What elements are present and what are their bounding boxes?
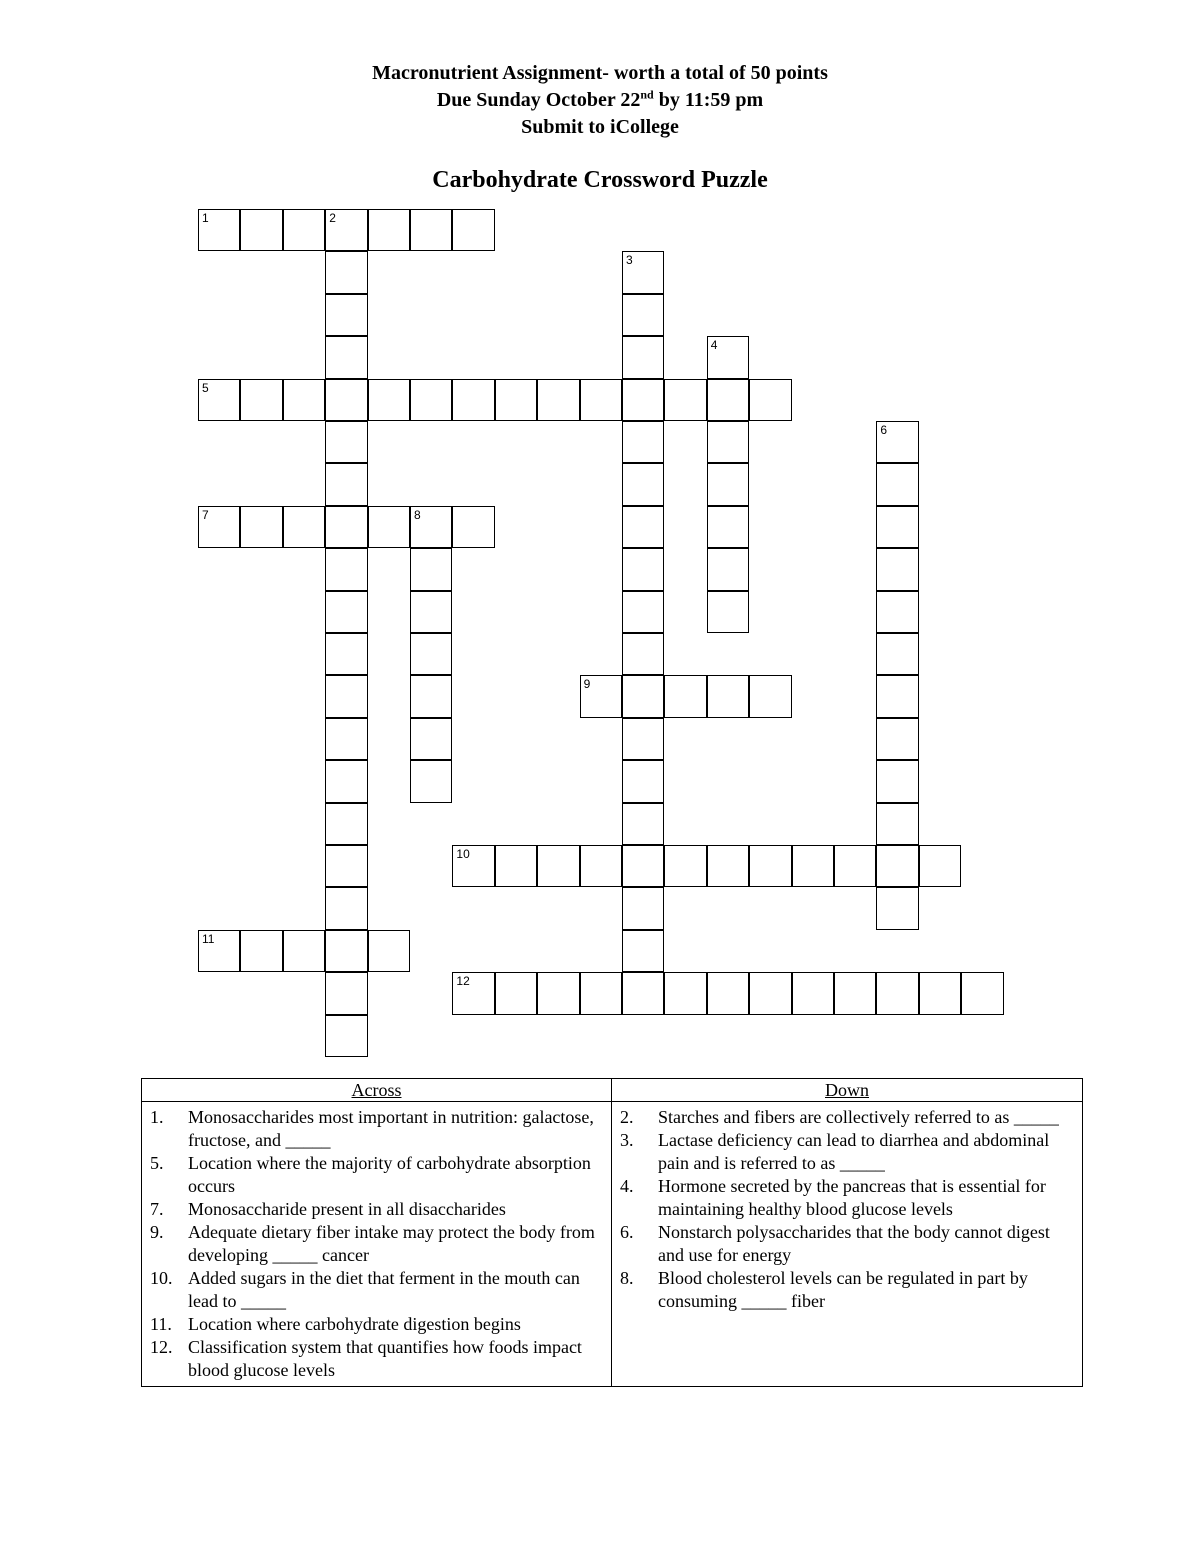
crossword-cell[interactable] bbox=[707, 591, 749, 633]
crossword-cell[interactable] bbox=[622, 251, 664, 293]
crossword-cell[interactable] bbox=[876, 845, 918, 887]
down-clues bbox=[612, 1102, 1083, 1387]
crossword-cell[interactable] bbox=[622, 760, 664, 802]
crossword-cell[interactable] bbox=[876, 675, 918, 717]
crossword-cell[interactable] bbox=[325, 379, 367, 421]
crossword-cell[interactable] bbox=[240, 930, 282, 972]
crossword-cell[interactable] bbox=[622, 463, 664, 505]
clue-number: 5 bbox=[202, 380, 209, 395]
crossword-cell[interactable] bbox=[452, 845, 494, 887]
clue-number: 11 bbox=[202, 931, 215, 946]
crossword-cell[interactable] bbox=[749, 675, 791, 717]
crossword-cell[interactable] bbox=[876, 718, 918, 760]
across-header: Across bbox=[142, 1079, 612, 1102]
crossword-cell[interactable] bbox=[622, 633, 664, 675]
crossword-cell[interactable] bbox=[876, 803, 918, 845]
crossword-cell[interactable] bbox=[664, 675, 706, 717]
crossword-cell[interactable] bbox=[325, 336, 367, 378]
crossword-cell[interactable] bbox=[707, 336, 749, 378]
crossword-cell[interactable] bbox=[622, 972, 664, 1014]
crossword-cell[interactable] bbox=[664, 845, 706, 887]
crossword-cell[interactable] bbox=[707, 506, 749, 548]
crossword-cell[interactable] bbox=[283, 506, 325, 548]
crossword-cell[interactable] bbox=[410, 506, 452, 548]
crossword-cell[interactable] bbox=[664, 972, 706, 1014]
crossword-cell[interactable] bbox=[664, 379, 706, 421]
clue-number: 3 bbox=[626, 253, 633, 268]
crossword-cell[interactable] bbox=[283, 930, 325, 972]
crossword-cell[interactable] bbox=[410, 591, 452, 633]
crossword-cell[interactable] bbox=[410, 209, 452, 251]
clue-number: 9 bbox=[583, 677, 591, 692]
clue-down: 4. Hormone secreted by the pancreas that is essential for maintaining healthy blood glucose levels bbox=[620, 1176, 1046, 1219]
crossword-cell[interactable] bbox=[325, 591, 367, 633]
clue-down: 6. Nonstarch polysaccharides that the body cannot digest and use for energy bbox=[620, 1222, 1050, 1265]
clue-number: 10 bbox=[456, 847, 470, 861]
crossword-cell[interactable] bbox=[792, 845, 834, 887]
due-time-text: by 11:59 pm bbox=[653, 89, 764, 111]
crossword-cell[interactable] bbox=[368, 379, 410, 421]
crossword-cell[interactable] bbox=[368, 930, 410, 972]
crossword-cell[interactable] bbox=[707, 463, 749, 505]
crossword-cell[interactable] bbox=[410, 548, 452, 590]
crossword-cell[interactable] bbox=[325, 633, 367, 675]
crossword-cell[interactable] bbox=[919, 845, 961, 887]
clue-down: 2. Starches and fibers are collectively referred to as _____ bbox=[620, 1107, 1059, 1127]
crossword-cell[interactable] bbox=[410, 379, 452, 421]
clue-number: 8 bbox=[414, 507, 421, 522]
puzzle-title: Carbohydrate Crossword Puzzle bbox=[432, 167, 768, 193]
clue-across: 5. Location where the majority of carbohydrate absorption occurs bbox=[150, 1153, 591, 1196]
crossword-cell[interactable] bbox=[537, 379, 579, 421]
crossword-cell[interactable] bbox=[622, 336, 664, 378]
clue-across: 7. Monosaccharide present in all disaccharides bbox=[150, 1199, 506, 1219]
crossword-cell[interactable] bbox=[580, 379, 622, 421]
due-date-suffix: nd bbox=[640, 87, 654, 102]
crossword-cell[interactable] bbox=[410, 760, 452, 802]
crossword-cell[interactable] bbox=[240, 209, 282, 251]
crossword-cell[interactable] bbox=[707, 675, 749, 717]
crossword-cell[interactable] bbox=[707, 972, 749, 1014]
crossword-cell[interactable] bbox=[792, 972, 834, 1014]
crossword-cell[interactable] bbox=[834, 845, 876, 887]
crossword-cell[interactable] bbox=[622, 845, 664, 887]
submission-note: Submit to iCollege bbox=[521, 116, 679, 138]
crossword-cell[interactable] bbox=[622, 930, 664, 972]
crossword-cell[interactable] bbox=[198, 930, 240, 972]
crossword-cell[interactable] bbox=[876, 760, 918, 802]
crossword-cell[interactable] bbox=[707, 845, 749, 887]
crossword-cell[interactable] bbox=[452, 506, 494, 548]
crossword-cell[interactable] bbox=[410, 718, 452, 760]
clue-down: 3. Lactase deficiency can lead to diarrhea and abdominal pain and is referred to as _____ bbox=[620, 1130, 1050, 1173]
crossword-cell[interactable] bbox=[325, 1015, 367, 1057]
crossword-cell[interactable] bbox=[325, 845, 367, 887]
crossword-cell[interactable] bbox=[919, 972, 961, 1014]
crossword-cell[interactable] bbox=[622, 506, 664, 548]
crossword-cell[interactable] bbox=[368, 209, 410, 251]
crossword-cell[interactable] bbox=[325, 887, 367, 929]
crossword-cell[interactable] bbox=[325, 718, 367, 760]
clues-table bbox=[141, 1078, 1083, 1387]
crossword-cell[interactable] bbox=[452, 379, 494, 421]
crossword-cell[interactable] bbox=[834, 972, 876, 1014]
assignment-title: Macronutrient Assignment- worth a total of 50 points bbox=[372, 62, 828, 84]
crossword-cell[interactable] bbox=[325, 972, 367, 1014]
clue-number: 12 bbox=[456, 974, 470, 989]
clue-across: 9. Adequate dietary fiber intake may protect the body from developing _____ cancer bbox=[150, 1222, 595, 1265]
crossword-cell[interactable] bbox=[622, 379, 664, 421]
crossword-cell[interactable] bbox=[876, 972, 918, 1014]
crossword-cell[interactable] bbox=[622, 294, 664, 336]
crossword-cell[interactable] bbox=[749, 379, 791, 421]
crossword-cell[interactable] bbox=[198, 379, 240, 421]
across-clues bbox=[142, 1102, 612, 1387]
crossword-cell[interactable] bbox=[537, 845, 579, 887]
crossword-cell[interactable] bbox=[580, 675, 622, 717]
crossword-cell[interactable] bbox=[325, 675, 367, 717]
crossword-cell[interactable] bbox=[495, 379, 537, 421]
crossword-cell[interactable] bbox=[325, 548, 367, 590]
crossword-cell[interactable] bbox=[622, 887, 664, 929]
crossword-cell[interactable] bbox=[410, 675, 452, 717]
crossword-cell[interactable] bbox=[876, 421, 918, 463]
crossword-cell[interactable] bbox=[452, 972, 494, 1014]
crossword-cell[interactable] bbox=[876, 887, 918, 929]
clue-number: 4 bbox=[710, 338, 718, 353]
crossword-cell[interactable] bbox=[325, 251, 367, 293]
crossword-cell[interactable] bbox=[325, 506, 367, 548]
crossword-cell[interactable] bbox=[749, 845, 791, 887]
crossword-cell[interactable] bbox=[961, 972, 1003, 1014]
crossword-cell[interactable] bbox=[622, 421, 664, 463]
crossword-cell[interactable] bbox=[198, 506, 240, 548]
crossword-cell[interactable] bbox=[707, 548, 749, 590]
crossword-cell[interactable] bbox=[580, 845, 622, 887]
clue-across: 12. Classification system that quantifies how foods impact blood glucose levels bbox=[150, 1337, 582, 1380]
clue-across: 10. Added sugars in the diet that ferment in the mouth can lead to _____ bbox=[150, 1268, 580, 1311]
due-date-text: Due Sunday October 22 bbox=[436, 89, 641, 111]
crossword-cell[interactable] bbox=[707, 379, 749, 421]
crossword-cell[interactable] bbox=[495, 845, 537, 887]
crossword-cell[interactable] bbox=[325, 803, 367, 845]
crossword-cell[interactable] bbox=[368, 506, 410, 548]
crossword-cell[interactable] bbox=[876, 463, 918, 505]
crossword-cell[interactable] bbox=[622, 803, 664, 845]
crossword-cell[interactable] bbox=[622, 718, 664, 760]
crossword-cell[interactable] bbox=[707, 421, 749, 463]
crossword-cell[interactable] bbox=[622, 591, 664, 633]
crossword-cell[interactable] bbox=[240, 506, 282, 548]
clue-number: 1 bbox=[202, 211, 209, 225]
crossword-cell[interactable] bbox=[622, 675, 664, 717]
crossword-cell[interactable] bbox=[876, 591, 918, 633]
crossword-cell[interactable] bbox=[622, 548, 664, 590]
clue-number: 7 bbox=[202, 507, 209, 522]
crossword-cell[interactable] bbox=[325, 930, 367, 972]
crossword-cell[interactable] bbox=[452, 209, 494, 251]
clue-across: 1. Monosaccharides most important in nutrition: galactose, fructose, and _____ bbox=[150, 1107, 594, 1150]
clue-number: 2 bbox=[329, 211, 336, 225]
crossword-cell[interactable] bbox=[325, 209, 367, 251]
crossword-cell[interactable] bbox=[876, 506, 918, 548]
crossword-cell[interactable] bbox=[749, 972, 791, 1014]
down-header: Down bbox=[612, 1079, 1083, 1102]
crossword-cell[interactable] bbox=[410, 633, 452, 675]
clue-across: 11. Location where carbohydrate digestion begins bbox=[150, 1314, 521, 1334]
crossword-cell[interactable] bbox=[876, 548, 918, 590]
clue-number: 6 bbox=[880, 423, 888, 437]
crossword-cell[interactable] bbox=[283, 209, 325, 251]
crossword-cell[interactable] bbox=[325, 294, 367, 336]
crossword-cell[interactable] bbox=[876, 633, 918, 675]
clue-down: 8. Blood cholesterol levels can be regulated in part by consuming _____ fiber bbox=[620, 1268, 1028, 1311]
crossword-cell[interactable] bbox=[495, 972, 537, 1014]
crossword-cell[interactable] bbox=[580, 972, 622, 1014]
crossword-cell[interactable] bbox=[283, 379, 325, 421]
crossword-cell[interactable] bbox=[325, 760, 367, 802]
crossword-cell[interactable] bbox=[537, 972, 579, 1014]
crossword-cell[interactable] bbox=[240, 379, 282, 421]
crossword-cell[interactable] bbox=[325, 463, 367, 505]
crossword-cell[interactable] bbox=[325, 421, 367, 463]
crossword-cell[interactable] bbox=[198, 209, 240, 251]
